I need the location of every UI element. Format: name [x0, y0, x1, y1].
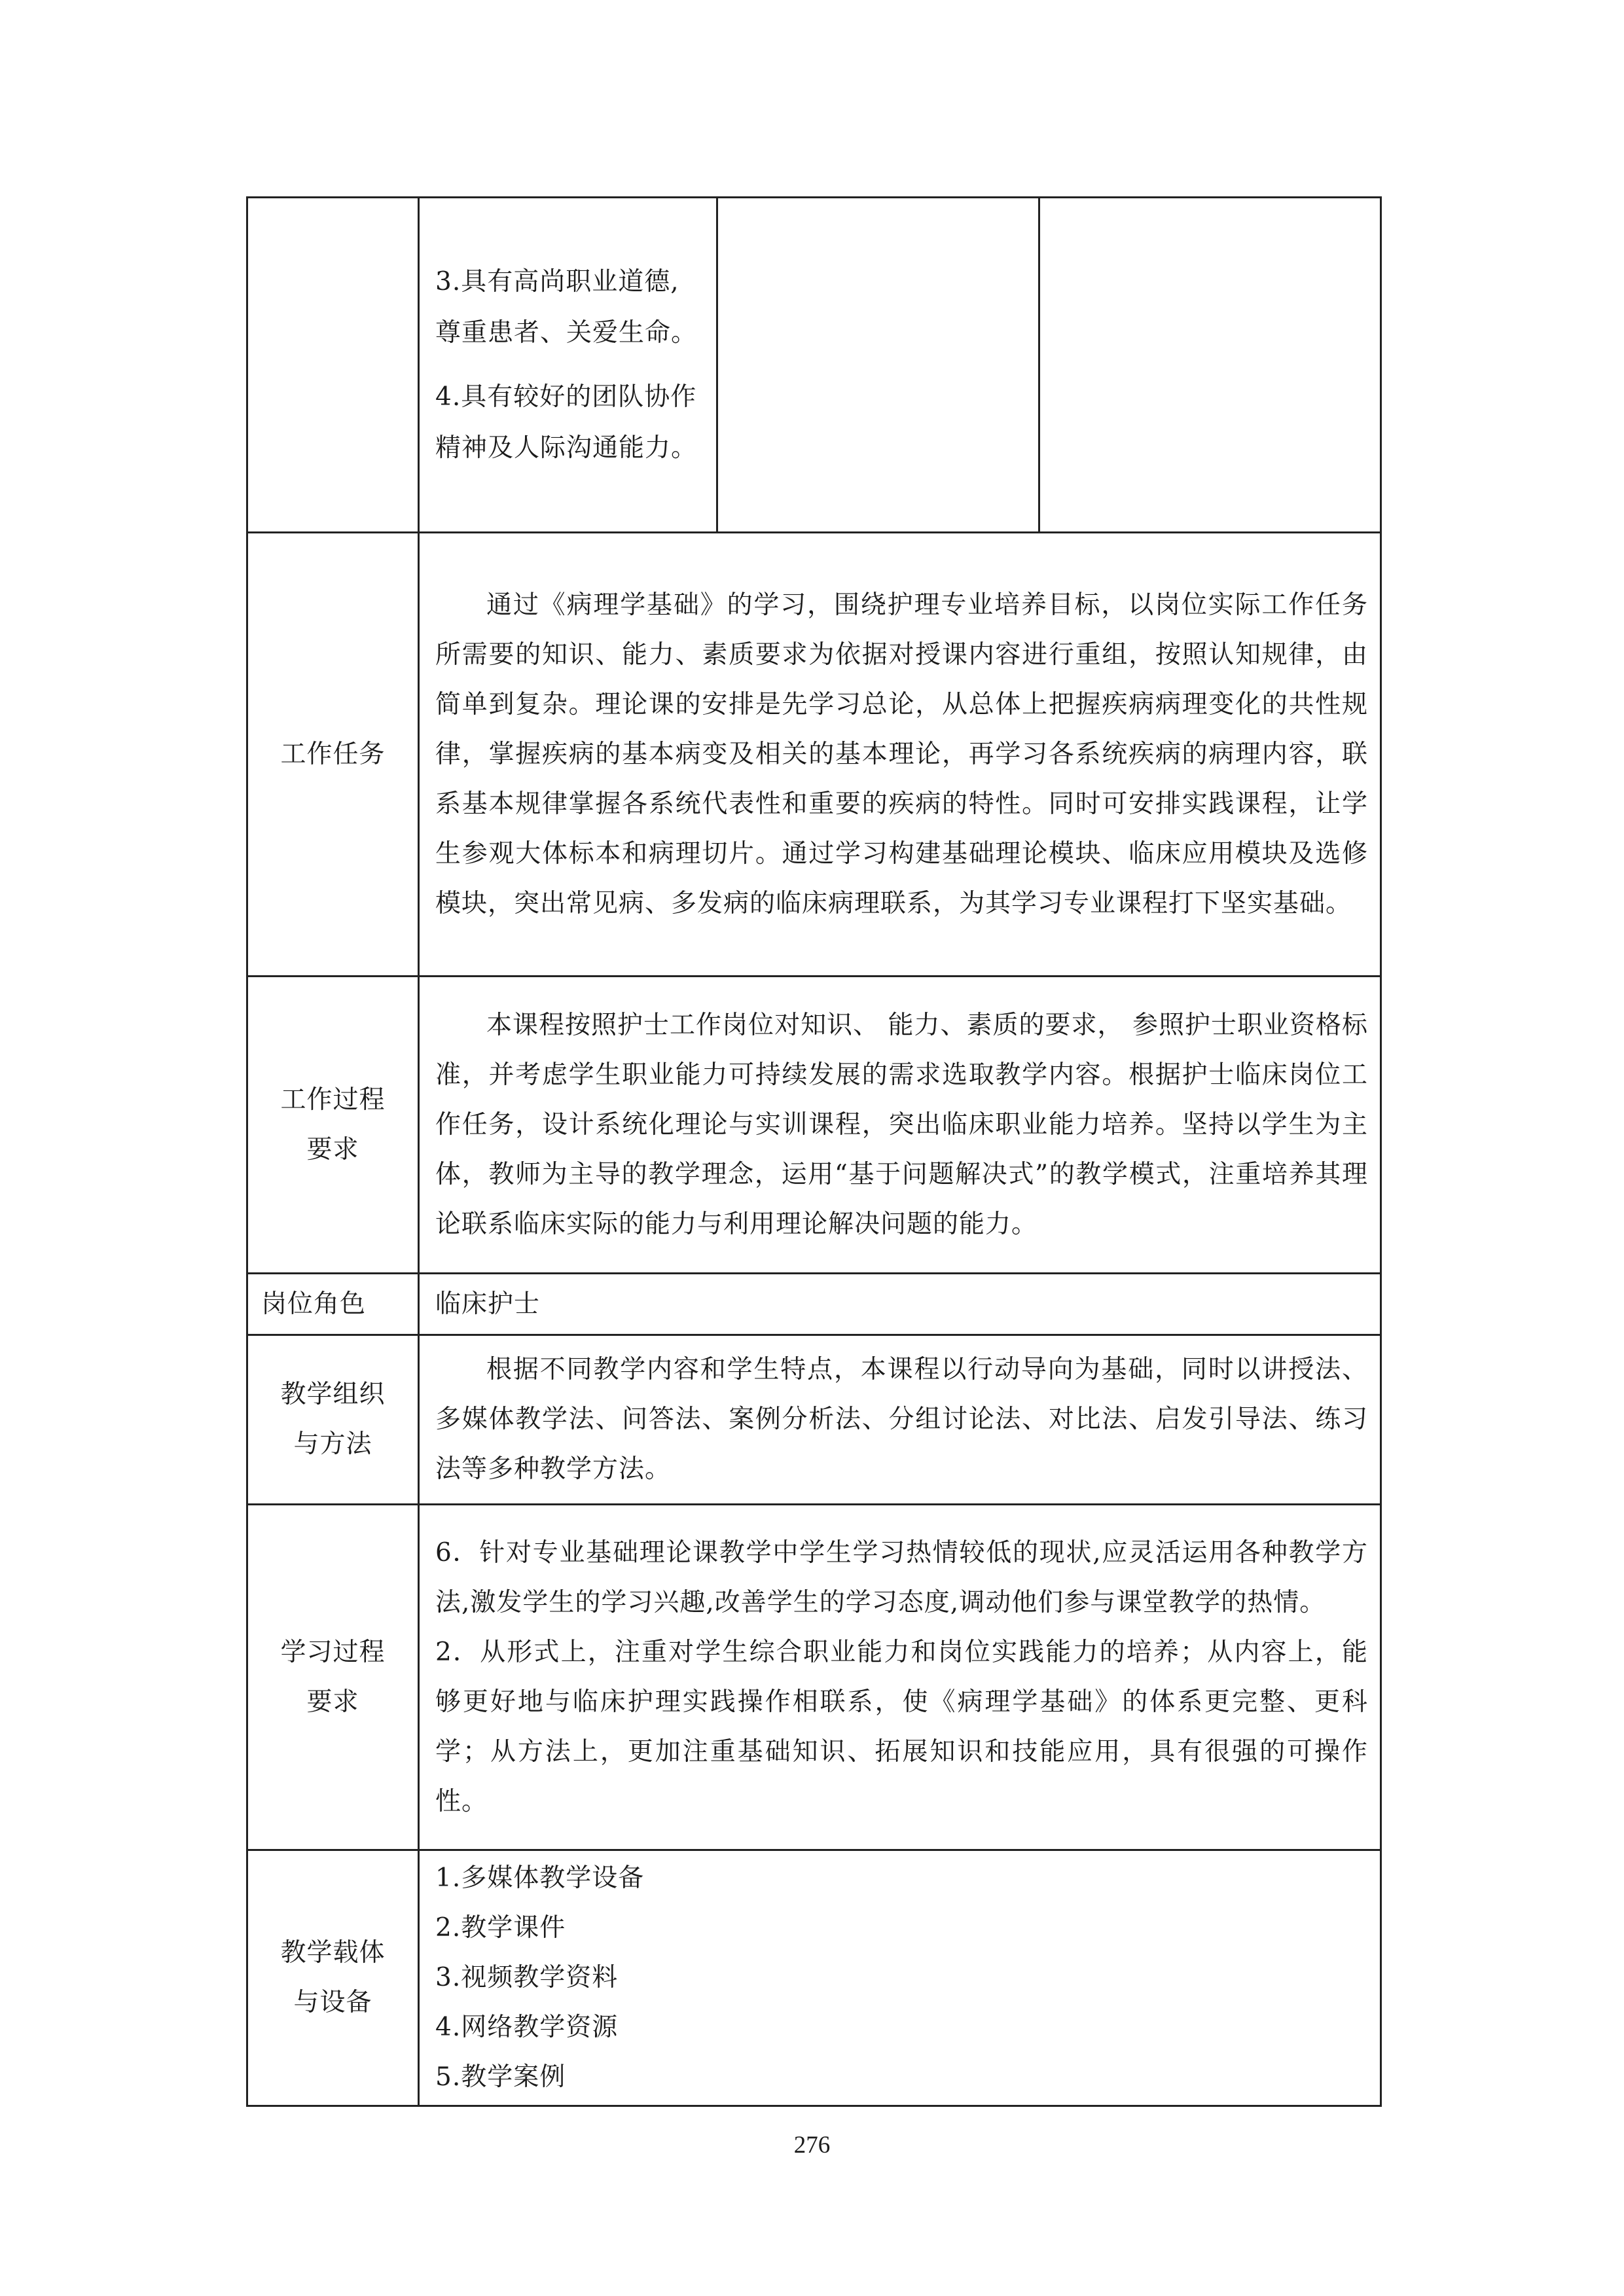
- row-label-learning-process: [247, 1505, 419, 1850]
- label-line: 要求: [306, 1687, 359, 1717]
- teaching-method-content: [419, 1335, 1381, 1505]
- empty-cell: [717, 198, 1039, 533]
- table-row-learning-process: [247, 1505, 1381, 1850]
- table-row-qualities: [247, 198, 1381, 533]
- learning-item: 6．针对专业基础理论课教学中学生学习热情较低的现状,应灵活运用各种教学方法,激发学生的学习兴趣,改善学生的学习态度,调动他们参与课堂教学的热情。: [435, 1537, 1368, 1617]
- row-label-teaching-method: [247, 1335, 419, 1505]
- learning-process-content: [419, 1505, 1381, 1850]
- learning-item: 2．从形式上，注重对学生综合职业能力和岗位实践能力的培养；从内容上，能够更好地与临床护理实践操作相联系，使《病理学基础》的体系更完整、更科学；从方法上，更加注重基础知识、拓展知识和技能应用，具有很强的可操作性。: [435, 1637, 1368, 1816]
- page-number: 276: [793, 2132, 831, 2159]
- quality-item: 3.具有高尚职业道德,尊重患者、关爱生命。: [435, 266, 698, 348]
- table-row-equipment: [247, 1850, 1381, 2106]
- label-line: 工作过程: [280, 1085, 386, 1115]
- table-row-work-process: [247, 977, 1381, 1274]
- course-table: [246, 196, 1382, 2107]
- row-label-equipment: [247, 1850, 419, 2106]
- quality-item: 4.具有较好的团队协作精神及人际沟通能力。: [435, 382, 698, 463]
- equipment-item: 3.视频教学资料: [435, 1963, 619, 1992]
- work-task-content: [419, 533, 1381, 977]
- label-line: 教学载体: [280, 1938, 386, 1967]
- table-row-role: [247, 1274, 1381, 1335]
- equipment-item: 4.网络教学资源: [435, 2013, 619, 2042]
- equipment-item: 2.教学课件: [435, 1913, 566, 1943]
- table-row-work-task: [247, 533, 1381, 977]
- table-row-teaching-method: [247, 1335, 1381, 1505]
- equipment-item: 1.多媒体教学设备: [435, 1863, 645, 1893]
- label-line: 学习过程: [280, 1637, 386, 1667]
- row-label-role: 岗位角色: [247, 1274, 419, 1335]
- teaching-method-text: 根据不同教学内容和学生特点，本课程以行动导向为基础，同时以讲授法、多媒体教学法、问答法、案例分析法、分组讨论法、对比法、启发引导法、练习法等多种教学方法。: [435, 1355, 1368, 1484]
- label-line: 与方法: [293, 1429, 372, 1459]
- role-text: 临床护士: [435, 1289, 541, 1319]
- role-content: [419, 1274, 1381, 1335]
- work-process-content: [419, 977, 1381, 1274]
- label-line: 与设备: [293, 1988, 372, 2017]
- equipment-item: 5.教学案例: [435, 2062, 566, 2092]
- equipment-content: [419, 1850, 1381, 2106]
- row-label-work-task: 工作任务: [247, 533, 419, 977]
- label-line: 教学组织: [280, 1380, 386, 1409]
- empty-cell: [1039, 198, 1381, 533]
- empty-label-cell: [247, 198, 419, 533]
- work-task-text: 通过《病理学基础》的学习，围绕护理专业培养目标，以岗位实际工作任务所需要的知识、能力、素质要求为依据对授课内容进行重组，按照认知规律，由简单到复杂。理论课的安排是先学习总论，从总体上把握疾病病理变化的共性规律，掌握疾病的基本病变及相关的基本理论，再学习各系统疾病的病理内容，联系基本规律掌握各系统代表性和重要的疾病的特性。同时可安排实践课程，让学生参观大体标本和病理切片。通过学习构建基础理论模块、临床应用模块及选修模块，突出常见病、多发病的临床病理联系，为其学习专业课程打下坚实基础。: [435, 590, 1368, 918]
- label-line: 要求: [306, 1134, 359, 1164]
- work-process-text: 本课程按照护士工作岗位对知识、 能力、素质的要求， 参照护士职业资格标准，并考虑学生职业能力可持续发展的需求选取教学内容。根据护士临床岗位工作任务，设计系统化理论与实训课程，突出临床职业能力培养。坚持以学生为主体，教师为主导的教学理念，运用“基于问题解决式”的教学模式，注重培养其理论联系临床实际的能力与利用理论解决问题的能力。: [435, 1010, 1368, 1239]
- row-label-work-process: [247, 977, 419, 1274]
- qualities-cell: [419, 198, 717, 533]
